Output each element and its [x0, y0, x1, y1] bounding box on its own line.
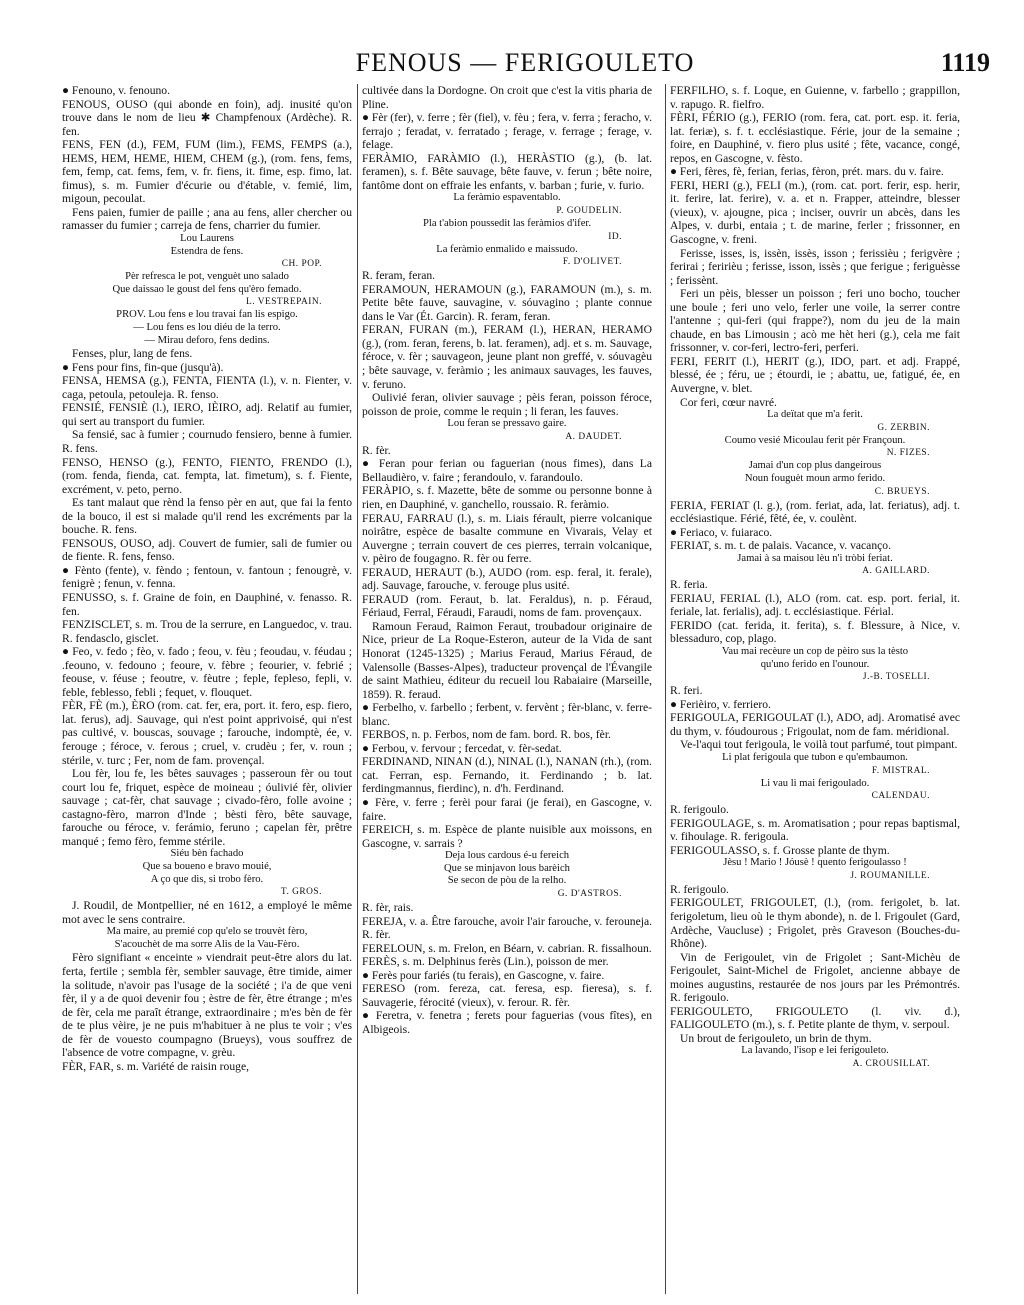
quotation-attribution: F. MISTRAL.: [871, 765, 930, 776]
quotation-line: Vau mai recèure un cop de pèiro sus la tèsto: [721, 646, 909, 658]
dictionary-entry: FERAU, FARRAU (l.), s. m. Liais férault, pierre volcanique noirâtre, espèce de basalte commune en Vivarais, Velay et Auvergne ; terrain couvert de ces pierres, terrain volcanique, v. pèiro de fougagno. R. fèr ou ferre.: [362, 511, 652, 566]
dictionary-entry: FERAMOUN, HERAMOUN (g.), FARAMOUN (m.), s. m. Petite bête fauve, sauvagine, v. sóuvagino ; plante connue dans le Var (Ét. Garcin). R. feram, feran.: [362, 282, 652, 323]
dictionary-entry: Fens paien, fumier de paille ; ana au fens, aller chercher ou ramasser du fumier ; carreja de fens, charrier du fumier.: [62, 205, 352, 233]
dictionary-entry: Ferisse, isses, is, issèn, issès, isson ; ferissièu ; ferigvère ; ferirai ; feririèu ; ferisse, isson, issès ; que ferigue ; feriguèsse ; ferissènt.: [670, 246, 960, 287]
quotation-line: qu'uno ferido en l'ounour.: [760, 658, 870, 670]
dictionary-entry: J. Roudil, de Montpellier, né en 1612, a employé le même mot avec le sens contraire.: [62, 899, 352, 926]
dictionary-entry: Vin de Ferigoulet, vin de Frigolet ; Sant-Michèu de Ferigoulet, Saint-Michel de Frigolet, ancienne abbaye de moines augustins, restaurée de nos jours par les Prémontrés. R. ferigoulo.: [670, 950, 960, 1005]
quotation-attribution: G. D'ASTROS.: [557, 888, 622, 899]
column-3: [670, 84, 960, 1294]
dictionary-entry: FERDINAND, NINAN (d.), NINAL (l.), NANAN (rh.), (rom. cat. Ferran, esp. Fernando, it. Ferdinando ; b. lat. ferdingmannus, fierdinc), n. d'h. Ferdinand.: [362, 755, 652, 796]
dictionary-entry: FERÀPIO, s. f. Mazette, bête de somme ou personne bonne à rien, en Dauphiné, v. ganchello, roussaio. R. feràmio.: [362, 484, 652, 511]
quotation-line: La lavando, l'isop e lei ferigouleto.: [741, 1045, 889, 1057]
dictionary-entry: FENZISCLET, s. m. Trou de la serrure, en Languedoc, v. trau. R. fendasclo, gisclet.: [62, 618, 352, 645]
dictionary-entry: FERÀMIO, FARÀMIO (l.), HERÀSTIO (g.), (b. lat. feramen), s. f. Bête sauvage, bête fauve, v. ferun ; bête noire, fantôme dont on effraie les enfants, v. barban ; furie, v. furio.: [362, 151, 652, 192]
text-columns: [62, 84, 962, 1294]
dictionary-entry: R. ferigoulo.: [670, 803, 729, 817]
dictionary-entry: FENSOUS, OUSO, adj. Couvert de fumier, sali de fumier ou de fiente. R. fens, fenso.: [62, 536, 352, 564]
quotation-line: Lou feran se pressavo gaire.: [447, 418, 567, 430]
dictionary-entry: ● Ferès pour fariés (tu ferais), en Gascogne, v. faire.: [362, 968, 605, 982]
quotation-line: Pla t'abion poussedit las feràmios d'ifer.: [423, 217, 591, 229]
dictionary-entry: ● Feo, v. fedo ; fèo, v. fado ; feou, v. fèu ; feoudau, v. féudau ; .feouno, v. fedouno ; feoure, v. fèbre ; feourier, v. febrié ; feouse, v. féuse ; feoutre, v. fèutre ; feple, fepleso, fepli, v. feble, feblesso, febli ; fequet, v. flouquet.: [62, 645, 352, 699]
dictionary-entry: Ramoun Feraud, Raimon Feraut, troubadour originaire de Nice, prieur de La Roque-Esteron, auteur de la Vida de sant Honorat (1245-1325) ; Marius Feraud, Marius Féraud, de Valensolle (Basses-Alpes), traducteur provençal de l'Évangile de saint Mathieu, éditeur du recueil lou Rabaiaire (Marseille, 1859). R. feraud.: [362, 619, 652, 701]
dictionary-entry: R. feri.: [670, 684, 703, 698]
running-title: FENOUS — FERIGOULETO: [355, 48, 695, 77]
quotation-line: — Mirau deforo, fens dedins.: [144, 334, 270, 346]
dictionary-entry: R. feram, feran.: [362, 269, 436, 283]
quotation-line: Pèr refresca le pot, venguèt uno salado: [125, 271, 289, 283]
dictionary-entry: FERAUD, HERAUT (b.), AUDO (rom. esp. feral, it. ferale), adj. Sauvage, farouche, v. ferouge plus usité.: [362, 565, 652, 593]
dictionary-entry: FENS, FEN (d.), FEM, FUM (lim.), FEMS, FEMPS (a.), HEMS, HEM, HEME, HIEM, CHEM (g.), (rom. fens, fems, fem, femp, cat. fems, fem, v. fr. fiens, it. fime, esp. fimo, lat. fimus), s. m. Fumier d'écurie ou d'étable, v. femié, lim, migoun, pecoulat.: [62, 138, 352, 206]
quotation-line: Li plat ferigoula que tubon e qu'embaumon.: [722, 751, 908, 763]
quotation-attribution: G. ZERBIN.: [877, 422, 930, 433]
dictionary-entry: Es tant malaut que rènd la fenso pèr en aut, que fai la fento de la bouco, il est si malade qu'il rend les excréments par la bouche. R. fens.: [62, 496, 352, 537]
quotation-attribution: CALENDAU.: [871, 791, 930, 802]
quotation-line: Jamai d'un cop plus dangeirous: [748, 460, 882, 472]
quotation-line: Que daissao le goust del fens qu'èro femado.: [112, 283, 302, 295]
dictionary-entry: FEREICH, s. m. Espèce de plante nuisible aux moissons, en Gascogne, v. sarrais ?: [362, 823, 652, 850]
column-divider: [665, 84, 666, 1294]
quotation-line: A ço que dis, si trobo fèro.: [150, 873, 264, 885]
dictionary-entry: FERIAT, s. m. t. de palais. Vacance, v. vacanço.: [670, 539, 891, 553]
dictionary-entry: FERFILHO, s. f. Loque, en Guienne, v. farbello ; grappillon, v. rapugo. R. fielfro.: [670, 84, 960, 111]
dictionary-entry: R. fèr, rais.: [362, 900, 414, 914]
quotation-line: Lou Laurens: [180, 233, 234, 245]
dictionary-entry: ● Fènto (fente), v. fèndo ; fentoun, v. fantoun ; fenougrè, v. fenigrè ; fenun, v. fenna.: [62, 563, 352, 591]
quotation-line: Jèsu ! Mario ! Jóusè ! quento ferigoulasso !: [723, 857, 907, 869]
quotation-line: Noun fouguèt moun armo ferido.: [744, 472, 886, 484]
dictionary-entry: Fèro signifiant « enceinte » viendrait peut-être alors du lat. ferta, fertile ; sembla fèr, sembler sauvage, être timide, aimer la solitude, n'avoir pas l'usage de la société ; i'a de que veni fèr, il y a de quoi devenir fou ; èstre de fèr, être étrange ; m'es de fèr, cela me paraît étrange, extraordinaire ; m'es bèn de fèr de te plus vèire, je ne puis m'habituer à ne plus te voir ; v'es de fèr de vouesto coumpagno (Brueys), vous souffrez de l'absence de votre compagne, v. grèu.: [62, 951, 352, 1060]
quotation-attribution: A. DAUDET.: [565, 431, 622, 442]
dictionary-entry: FENSA, HEMSA (g.), FENTA, FIENTA (l.), v. n. Fienter, v. caga, petoula, petouleja. R. fenso.: [62, 374, 352, 401]
dictionary-entry: FERIAU, FERIAL (l.), ALO (rom. cat. esp. port. ferial, it. feriale, lat. ferialis), adj. t. ecclésiastique. Férial.: [670, 591, 960, 619]
dictionary-entry: FERBOS, n. p. Ferbos, nom de fam. bord. R. bos, fèr.: [362, 728, 611, 742]
quotation-attribution: J.-B. TOSELLI.: [862, 672, 930, 683]
dictionary-entry: ● Fenouno, v. fenouno.: [62, 84, 171, 97]
quotation-line: Coumo vesié Micoulau ferit pèr Françoun.: [724, 434, 906, 446]
quotation-attribution: P. GOUDELIN.: [556, 205, 622, 216]
quotation-line: Que sa boueno e bravo mouié,: [142, 861, 272, 872]
dictionary-entry: Fenses, plur, lang de fens.: [72, 347, 193, 361]
dictionary-entry: FERIGOULA, FERIGOULAT (l.), ADO, adj. Aromatisé avec du thym, v. fóudourous ; Frigoulat, nom de fam. méridional.: [670, 711, 960, 738]
dictionary-entry: ● Feri, fères, fè, ferian, ferias, fèron, prét. mars. du v. faire.: [670, 165, 944, 179]
dictionary-entry: Feri un pèis, blesser un poisson ; feri uno bocho, toucher une boule ; feri uno velo, ferler une voile, la serrer contre l'antenne ; qui-feri (qui frappe?), nom du jeu de la main chaude, en bas Limousin ; acò me hèt heri (g.), cela me fait frissonner, v. cor-feri, lectro-feri, perferi.: [670, 287, 960, 355]
quotation-line: Jamai à sa maisou lèu n'i tròbi feriat.: [737, 552, 893, 564]
dictionary-entry: Un brout de ferigouleto, un brin de thym.: [680, 1031, 872, 1045]
dictionary-entry: FERIGOULASSO, s. f. Grosse plante de thym.: [670, 843, 890, 857]
column-1: [62, 84, 352, 1294]
dictionary-entry: Lou fèr, lou fe, les bêtes sauvages ; passeroun fèr ou tout court lou fe, friquet, espèce de moineau ; óulivié fèr, olivier sauvage ; cat-fèr, chat sauvage ; civado-fèro, folle avoine ; castagno-fèro, marron d'Inde ; bèsti fèro, bête sauvage, farouche ou féroce, v. ferámio, feruno ; capelan fèr, prêtre manqué ; femo fèro, femme stérile.: [62, 767, 352, 848]
column-2: [362, 84, 652, 1294]
dictionary-entry: FENSIÉ, FENSIÈ (l.), IERO, IÈIRO, adj. Relatif au fumier, qui sert au transport du fumier.: [62, 401, 352, 428]
quotation-attribution: A. GAILLARD.: [862, 566, 930, 577]
quotation-attribution: F. D'OLIVET.: [562, 257, 622, 268]
quotation-line: Ma maire, au premié cop qu'elo se trouvèt fèro,: [106, 926, 308, 938]
dictionary-entry: Cor feri, cœur navré.: [680, 395, 777, 409]
quotation-attribution: T. GROS.: [280, 887, 322, 898]
dictionary-entry: FERIA, FERIAT (l. g.), (rom. feriat, ada, lat. feriatus), adj. t. ecclésiastique. Férié, fêté, ée, v. coulènt.: [670, 498, 960, 526]
quotation-attribution: J. ROUMANILLE.: [850, 870, 930, 881]
quotation-attribution: L. VESTREPAIN.: [245, 297, 322, 308]
dictionary-entry: ● Feran pour ferian ou faguerian (nous fimes), dans La Bellaudièro, v. faire ; ferandoulo, v. farandoulo.: [362, 457, 652, 484]
quotation-line: Li vau li mai ferigoulado.: [760, 777, 870, 789]
dictionary-entry: FERÈS, s. m. Delphinus ferès (Lin.), poisson de mer.: [362, 955, 609, 969]
page-number: 1119: [940, 48, 990, 77]
dictionary-entry: FERI, HERI (g.), FELI (m.), (rom. cat. port. ferir, esp. herir, it. ferire, lat. ferire), v. a. et n. Frapper, atteindre, blesser (vieux), v. ajougne, pica ; inciser, ouvrir un abcès, dans les Alpes, v. durbi, entaia ; t. de marine, ferler ; frissonner, en Gascogne, v. freni.: [670, 178, 960, 247]
quotation-line: — Lou fens es lou diéu de la terro.: [133, 321, 281, 333]
quotation-line: Que se minjavon lous barèich: [444, 862, 570, 874]
dictionary-entry: R. fèr.: [362, 443, 391, 457]
dictionary-entry: ● Fens pour fins, fin-que (jusqu'à).: [62, 360, 224, 374]
dictionary-entry: ● Ferbou, v. fervour ; fercedat, v. fèr-sedat.: [362, 741, 562, 755]
dictionary-entry: FERI, FERIT (l.), HERIT (g.), IDO, part. et adj. Frappé, blessé, ée ; féru, ue ; étourdi, ie ; abattu, ue, fatigué, ée, en Auvergne, v. blet.: [670, 354, 960, 396]
dictionary-entry: R. feria.: [670, 578, 708, 592]
dictionary-entry: FERIGOULAGE, s. m. Aromatisation ; pour repas baptismal, v. fihoulage. R. ferigoula.: [670, 816, 960, 844]
dictionary-entry: FERIGOULET, FRIGOULET, (l.), (rom. ferigolet, b. lat. ferigoletum, lieu où le thym abonde), n. de l. Frigoulet (Gard, Ardèche, Vaucluse) ; Frigolet, près Graveson (Bouches-du-Rhône).: [670, 896, 960, 951]
dictionary-entry: ● Feretra, v. fenetra ; ferets pour faguerias (vous fîtes), en Albigeois.: [362, 1009, 652, 1036]
dictionary-entry: ● Feriaco, v. fuiaraco.: [670, 525, 773, 539]
quotation-attribution: ID.: [608, 231, 622, 242]
quotation-attribution: C. BRUEYS.: [874, 486, 930, 497]
quotation-line: La feràmio enmalido e maissudo.: [436, 243, 578, 255]
dictionary-entry: FÈR, FAR, s. m. Variété de raisin rouge,: [62, 1059, 249, 1073]
quotation-line: PROV. Lou fens e lou travai fan lis espigo.: [116, 309, 298, 321]
dictionary-entry: FERAUD (rom. Feraut, b. lat. Feraldus), n. p. Féraud, Fériaud, Ferral, Féraudi, Faraudi, noms de fam. provençaux.: [362, 592, 652, 620]
dictionary-entry: Ve-l'aqui tout ferigoula, le voilà tout parfumé, tout pimpant.: [680, 738, 958, 752]
quotation-line: Se secon de pòu de la relho.: [447, 875, 567, 887]
dictionary-entry: ● Ferièiro, v. ferriero.: [670, 697, 771, 711]
dictionary-entry: FERELOUN, s. m. Frelon, en Béarn, v. cabrian. R. fissalhoun.: [362, 941, 652, 955]
dictionary-entry: ● Fère, v. ferre ; ferèi pour farai (je ferai), en Gascogne, v. faire.: [362, 795, 652, 823]
dictionary-entry: Sa fensié, sac à fumier ; cournudo fensiero, benne à fumier. R. fens.: [62, 428, 352, 455]
quotation-line: Deja lous cardous é-u fereich: [444, 850, 570, 862]
quotation-attribution: CH. POP.: [281, 259, 322, 270]
dictionary-entry: FERIGOULETO, FRIGOULETO (l. viv. d.), FALIGOULETO (m.), s. f. Petite plante de thym, v. serpoul.: [670, 1004, 960, 1032]
quotation-attribution: N. FIZES.: [886, 448, 930, 459]
quotation-line: La feràmio espaventablo.: [453, 192, 561, 204]
quotation-line: La deïtat que m'a ferit.: [767, 409, 863, 421]
dictionary-entry: cultivée dans la Dordogne. On croit que c'est la vitis pharia de Pline.: [362, 84, 652, 111]
dictionary-entry: R. ferigoulo.: [670, 882, 729, 896]
dictionary-entry: FENSO, HENSO (g.), FENTO, FIENTO, FRENDO (l.), (rom. fenda, fienda, cat. fempta, lat. fimetum), s. f. Fiente, excrément, v. peto, perno.: [62, 455, 352, 496]
dictionary-entry: Oulivié feran, olivier sauvage ; pèis feran, poisson féroce, poisson de proie, comme le requin ; li feran, les fauves.: [362, 391, 652, 418]
column-divider: [357, 84, 358, 1294]
dictionary-entry: FÈRI, FÉRIO (g.), FERIO (rom. fera, cat. port. esp. it. feria, lat. feriæ), s. f. t. ecclésiastique. Férie, jour de la semaine ; foire, en Dauphiné, v. fiero plus usité ; fête, vacance, congé, repos, en Gascogne, v. fèsto.: [670, 111, 960, 165]
dictionary-entry: ● Ferbelho, v. farbello ; ferbent, v. fervènt ; fèr-blanc, v. ferre-blanc.: [362, 701, 652, 728]
dictionary-entry: FERIDO (cat. ferida, it. ferita), s. f. Blessure, à Nice, v. blessaduro, cop, plago.: [670, 618, 960, 646]
dictionary-entry: FEREJA, v. a. Être farouche, avoir l'air farouche, v. ferouneja. R. fèr.: [362, 914, 652, 942]
dictionary-entry: FERAN, FURAN (m.), FERAM (l.), HERAN, HERAMO (g.), (rom. feran, ferens, b. lat. feramen), adj. et s. m. Sauvage, féroce, v. fèr ; sauvageon, jeune plant non greffé, v. sóuvagèu ; bête sauvage, v. feràmio ; les animaux sauvages, les fauves, v. feruno.: [362, 323, 652, 391]
quotation-line: Estendra de fens.: [170, 245, 244, 257]
quotation-attribution: A. CROUSILLAT.: [852, 1059, 930, 1070]
page-header: [60, 48, 990, 88]
dictionary-entry: ● Fèr (fer), v. ferre ; fèr (fiel), v. fèu ; fera, v. ferra ; feracho, v. ferrajo ; feradat, v. ferratado ; ferage, v. ferrage ; ferage, v. felage.: [362, 111, 652, 152]
dictionary-entry: FENOUS, OUSO (qui abonde en foin), adj. inusité qu'on trouve dans le nom de lieu ✱ Champfenoux (Ardèche). R. fen.: [62, 97, 352, 138]
dictionary-entry: FERESO (rom. fereza, cat. feresa, esp. fieresa), s. f. Sauvagerie, férocité (vieux), v. ferour. R. fèr.: [362, 982, 652, 1009]
dictionary-entry: FÈR, FÈ (m.), ÈRO (rom. cat. fer, era, port. it. fero, esp. fiero, lat. ferus), adj. Sauvage, qui n'est point apprivoisé, qui n'est pas cultivé, v. bouscas, souvage ; farouche, indomptè, ée, v. ferouge ; féroce, v. ferous ; cruel, v. crudèu ; fer, v. roun ; stérile, v. turc ; Fer, nom de fam. provençal.: [62, 699, 352, 767]
quotation-line: Siéu bèn fachado: [170, 848, 244, 860]
quotation-line: S'acouchèt de ma sorre Alis de la Vau-Fèro.: [114, 938, 300, 950]
dictionary-entry: FENUSSO, s. f. Graine de foin, en Dauphiné, v. fenasso. R. fen.: [62, 591, 352, 618]
